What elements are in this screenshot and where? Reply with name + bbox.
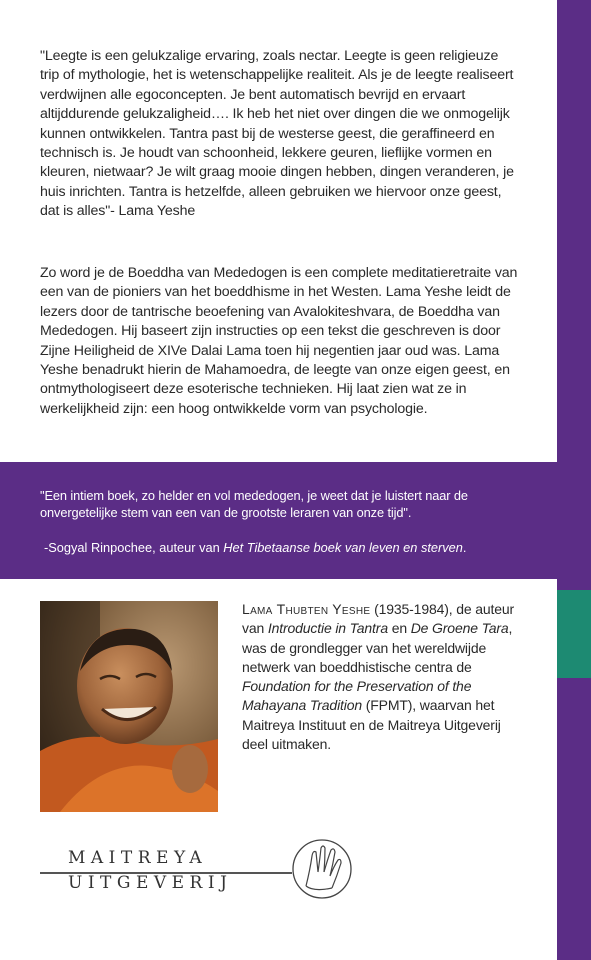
publisher-name-line1: MAITREYA [68,848,208,868]
bio-text-2: en [387,620,411,637]
bio-book-2: De Groene Tara [410,620,509,637]
endorsement-source-prefix: -Sogyal Rinpochee, auteur van [44,540,224,555]
publisher-name-line2: UITGEVERIJ [68,873,233,893]
bio-book-1: Introductie in Tantra [267,620,388,637]
author-photo [40,601,218,812]
endorsement-quote: "Een intiem boek, zo helder en vol mededogen, je weet dat je luistert naar de onvergetelijke stem van een van de grootste leraren van onze tijd". [40,488,468,521]
author-bio [242,600,517,754]
author-name: Lama Thubten Yeshe [242,601,371,617]
endorsement-source-title: Het Tibetaanse boek van leven en sterven [223,540,463,555]
bio-text-1: (1935-1984), de auteur van [242,601,515,637]
bio-organization: Foundation for the Preservation of the Mahayana Tradition [242,678,472,714]
publisher-logo [40,838,380,898]
endorsement-source-suffix: . [462,540,467,555]
praying-hands-icon [284,838,360,900]
endorsement-source [44,539,534,556]
endorsement-band [0,462,557,579]
bio-text-3: , was de grondlegger van het wereldwijde netwerk van boeddhistische centra de [242,620,513,675]
book-spine-strip [557,0,591,960]
lama-yeshe-quote: "Leegte is een gelukzalige ervaring, zoals nectar. Leegte is geen religieuze trip of mythologie, het is wetenschappelijke realiteit. Als je de leegte realiseert verdwijnen alle egoconcepten. Je bent automatisch bevrijd en ervaart altijddurende gelukzaligheid…. Ik heb het niet over dingen die we onmogelijk kunnen ontwikkelen. Tantra past bij de westerse geest, die geraffineerd en technisch is. Je houdt van schoonheid, lekkere geuren, lieflijke vormen en kleuren, nietwaar? Je wilt graag mooie dingen hebben, dingen veranderen, je huis inrichten. Tantra is hetzelfde, alleen gebruiken we hiervoor onze geest, dat is alles"- Lama Yeshe [40,48,514,220]
spine-teal-band [557,590,591,678]
bio-text-4: (FPMT), waarvan het Maitreya Instituut en de Maitreya Uitgeverij deel uitmaken. [242,697,501,753]
book-description: Zo word je de Boeddha van Mededogen is een complete meditatieretraite van een van de pioniers van het boeddhisme in het Westen. Lama Yeshe leidt de lezers door de tantrische beoefening van Avalokiteshvara, de Boeddha van Mededogen. Hij baseert zijn instructies op een tekst die geschreven is door Zijne Heiligheid de XIVe Dalai Lama toen hij negentien jaar oud was. Lama Yeshe benadrukt hierin de Mahamoedra, de leegte van onze eigen geest, en ontmythologiseert deze esoterische technieken. Hij laat zien wat ze in werkelijkheid zijn: een hoog ontwikkelde vorm van psychologie. [40,265,518,417]
author-portrait-illustration [40,601,218,812]
